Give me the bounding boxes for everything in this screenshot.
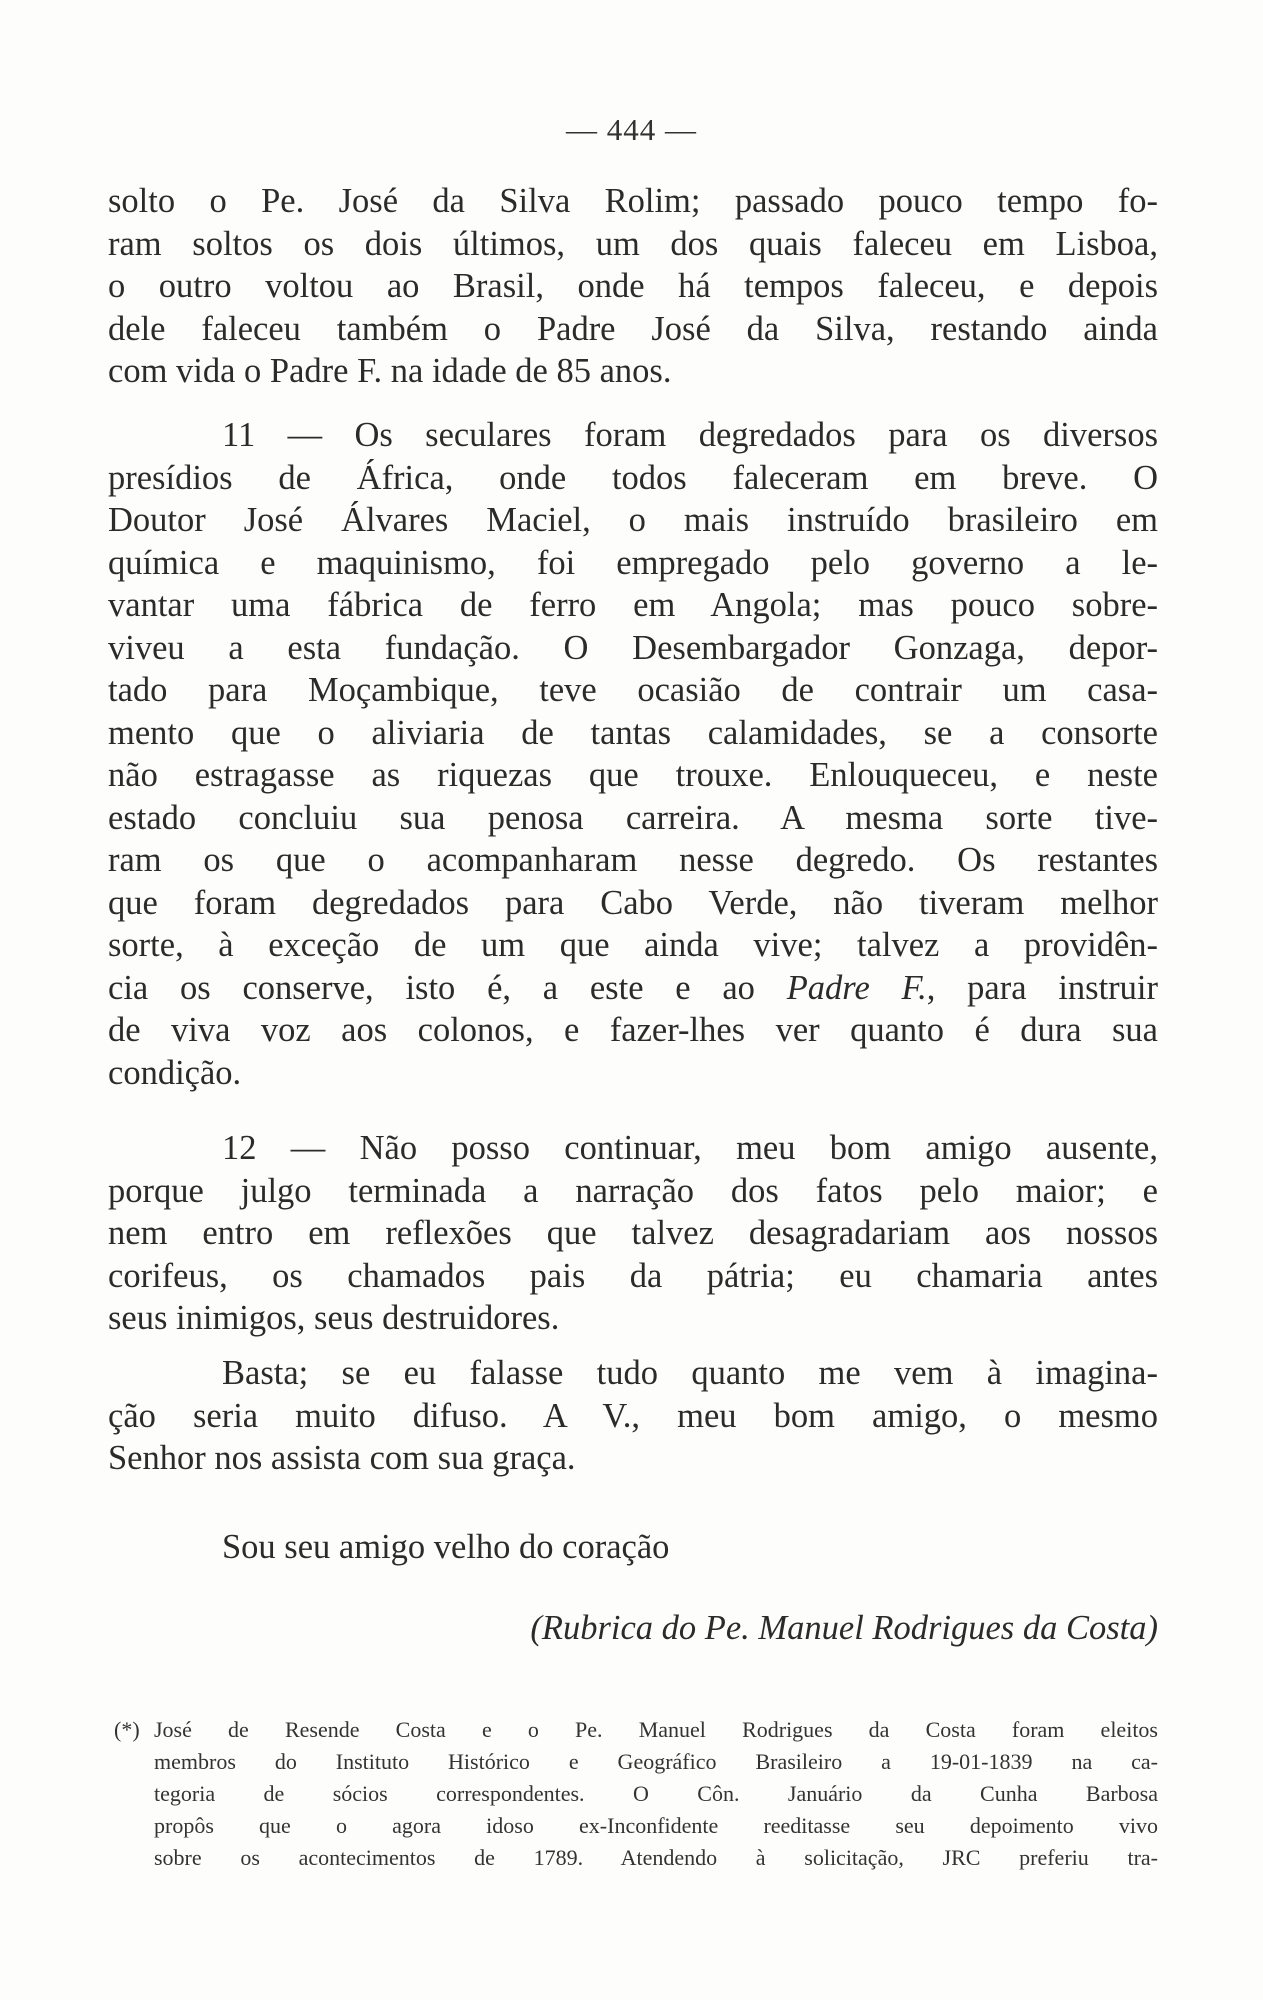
- text-line: dele faleceu também o Padre José da Silva, restando ainda: [108, 309, 1158, 348]
- text-line: mento que o aliviaria de tantas calamidades, se a consorte: [108, 713, 1158, 752]
- footnote: [114, 1714, 1158, 1874]
- footnote-line: José de Resende Costa e o Pe. Manuel Rodrigues da Costa foram eleitos: [154, 1717, 1158, 1742]
- footnote-marker: (*): [114, 1717, 140, 1742]
- page-number: — 444 —: [566, 112, 697, 147]
- text-line: que foram degredados para Cabo Verde, não tiveram melhor: [108, 883, 1158, 922]
- text-line: química e maquinismo, foi empregado pelo governo a le-: [108, 543, 1158, 582]
- text-line: 11 — Os seculares foram degredados para os diversos: [222, 416, 1158, 454]
- text-line: ção seria muito difuso. A V., meu bom amigo, o mesmo: [108, 1396, 1158, 1435]
- text-line: viveu a esta fundação. O Desembargador Gonzaga, depor-: [108, 628, 1158, 667]
- text-line: porque julgo terminada a narração dos fatos pelo maior; e: [108, 1171, 1158, 1210]
- text-segment: , para instruir: [926, 968, 1158, 1007]
- text-line: presídios de África, onde todos faleceram em breve. O: [108, 458, 1158, 497]
- text-line: vantar uma fábrica de ferro em Angola; mas pouco sobre-: [108, 586, 1158, 624]
- footnote-line: sobre os acontecimentos de 1789. Atendendo à solicitação, JRC preferiu tra-: [154, 1845, 1158, 1870]
- text-line: tado para Moçambique, teve ocasião de contrair um casa-: [108, 671, 1158, 709]
- paragraph-continuation: [108, 180, 1158, 393]
- paragraph-12: [108, 1127, 1158, 1340]
- signature-line: (Rubrica do Pe. Manuel Rodrigues da Costa): [530, 1609, 1158, 1647]
- italic-name: Padre F.: [786, 968, 927, 1007]
- text-line: estado concluiu sua penosa carreira. A mesma sorte tive-: [108, 798, 1158, 837]
- text-line-with-italic: [108, 967, 1158, 1010]
- text-line: sorte, à exceção de um que ainda vive; talvez a providên-: [108, 926, 1158, 964]
- text-line: ram soltos os dois últimos, um dos quais faleceu em Lisboa,: [108, 224, 1158, 263]
- footnote-line: tegoria de sócios correspondentes. O Côn. Januário da Cunha Barbosa: [154, 1781, 1158, 1806]
- text-line: Basta; se eu falasse tudo quanto me vem à imagina-: [222, 1354, 1158, 1392]
- text-line: Senhor nos assista com sua graça.: [108, 1439, 576, 1477]
- text-line: condição.: [108, 1053, 242, 1092]
- text-line: corifeus, os chamados pais da pátria; eu chamaria antes: [108, 1256, 1158, 1295]
- footnote-line: membros do Instituto Histórico e Geográfico Brasileiro a 19-01-1839 na ca-: [154, 1749, 1158, 1774]
- closing-salutation: Sou seu amigo velho do coração: [222, 1528, 670, 1566]
- text-segment: cia os conserve, isto é, a este e ao: [108, 968, 787, 1007]
- footnote-body: [154, 1714, 1158, 1874]
- text-line: não estragasse as riquezas que trouxe. Enlouqueceu, e neste: [108, 756, 1158, 794]
- paragraph-basta: [108, 1352, 1158, 1480]
- text-line: nem entro em reflexões que talvez desagradariam aos nossos: [108, 1214, 1158, 1252]
- text-line: seus inimigos, seus destruidores.: [108, 1299, 560, 1337]
- paragraph-11: [108, 414, 1158, 1094]
- text-line: 12 — Não posso continuar, meu bom amigo ausente,: [222, 1129, 1158, 1167]
- footnote-line: propôs que o agora idoso ex-Inconfidente reeditasse seu depoimento vivo: [154, 1813, 1158, 1838]
- text-line: Doutor José Álvares Maciel, o mais instruído brasileiro em: [108, 501, 1158, 539]
- text-line: o outro voltou ao Brasil, onde há tempos faleceu, e depois: [108, 267, 1158, 305]
- text-line: de viva voz aos colonos, e fazer-lhes ver quanto é dura sua: [108, 1011, 1158, 1049]
- text-line: com vida o Padre F. na idade de 85 anos.: [108, 352, 672, 390]
- text-line: ram os que o acompanharam nesse degredo. Os restantes: [108, 841, 1158, 879]
- text-line: solto o Pe. José da Silva Rolim; passado pouco tempo fo-: [108, 182, 1158, 220]
